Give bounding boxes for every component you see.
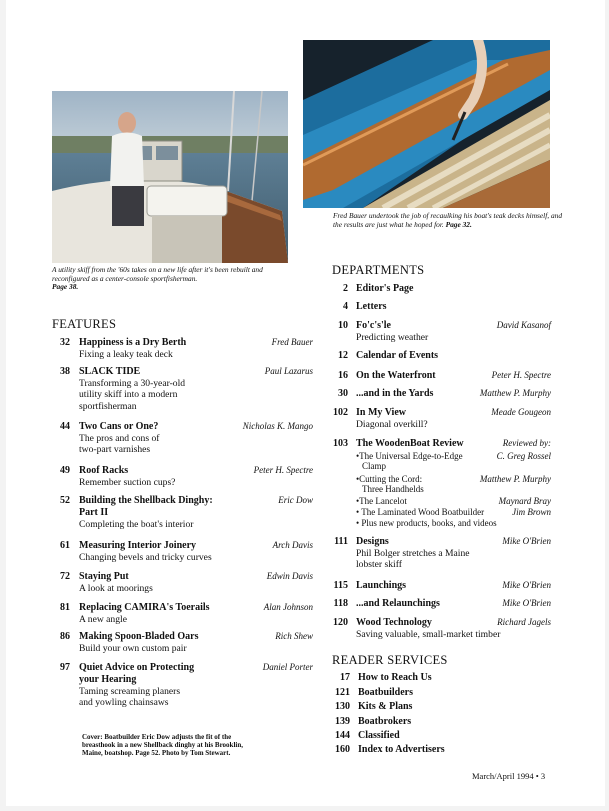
teak-caption-page: Page 32. [445, 219, 472, 229]
feature-page-number: 97 [60, 662, 70, 673]
feature-page-number: 81 [60, 602, 70, 613]
reader-service-title[interactable]: Classified [358, 730, 400, 741]
feature-title[interactable]: SLACK TIDE [79, 366, 141, 377]
department-page-number: 30 [338, 388, 348, 399]
department-entry[interactable] [6, 580, 605, 594]
feature-title-cont[interactable]: your Hearing [79, 674, 137, 685]
department-page-number: 115 [333, 580, 348, 591]
department-page-number: 2 [343, 283, 348, 294]
department-page-number: 12 [338, 350, 348, 361]
reader-service-title[interactable]: Boatbrokers [358, 716, 412, 727]
feature-page-number: 86 [60, 631, 70, 642]
feature-title[interactable]: Building the Shellback Dinghy: [79, 495, 213, 506]
features-heading: FEATURES [52, 317, 117, 331]
department-description: Phil Bolger stretches a Maine [356, 548, 470, 559]
feature-title[interactable]: Quiet Advice on Protecting [79, 662, 195, 673]
feature-author: Peter H. Spectre [253, 465, 313, 475]
review-item-title[interactable]: Clamp [362, 461, 386, 471]
department-description: Diagonal overkill? [356, 419, 428, 430]
reader-service-page-number: 17 [340, 672, 350, 683]
feature-description: Changing bevels and tricky curves [79, 552, 212, 563]
feature-page-number: 38 [60, 366, 70, 377]
department-author: David Kasanof [496, 320, 551, 330]
feature-page-number: 49 [60, 465, 70, 476]
reader-service-title[interactable]: How to Reach Us [358, 672, 432, 683]
department-title[interactable]: ...and Relaunchings [356, 598, 440, 609]
department-author: Mike O'Brien [502, 580, 551, 590]
feature-entry[interactable] [6, 631, 605, 654]
reader-service-title[interactable]: Index to Advertisers [358, 744, 445, 755]
feature-author: Alan Johnson [263, 602, 313, 612]
feature-title[interactable]: Staying Put [79, 571, 129, 582]
department-description: Saving valuable, small-market timber [356, 629, 501, 640]
feature-page-number: 61 [60, 540, 70, 551]
review-item[interactable] [6, 518, 605, 532]
department-title[interactable]: Launchings [356, 580, 407, 591]
review-item-title[interactable]: • Plus new products, books, and videos [356, 518, 497, 528]
feature-description: The pros and cons of [79, 433, 160, 444]
feature-description: Completing the boat's interior [79, 519, 194, 530]
feature-page-number: 52 [60, 495, 70, 506]
feature-title[interactable]: Roof Racks [79, 465, 129, 476]
feature-description: A new angle [79, 614, 127, 625]
department-entry[interactable] [6, 301, 605, 315]
feature-description: and yowling chainsaws [79, 697, 169, 709]
review-item-title[interactable]: • The Laminated Wood Boatbuilder [356, 507, 485, 517]
department-page-number: 10 [338, 320, 348, 331]
review-item[interactable] [6, 461, 605, 475]
teak-caption-text: Fred Bauer undertook the job of recaulking his boat's teak decks himself, and the results are just what he hoped for. [333, 211, 563, 229]
department-title[interactable]: Fo'c's'le [356, 320, 391, 331]
feature-author: Edwin Davis [266, 571, 313, 581]
review-item-title[interactable]: •The Universal Edge-to-Edge [356, 451, 463, 461]
department-page-number: 4 [343, 301, 348, 312]
department-author: Reviewed by: [502, 438, 551, 448]
department-author: Matthew P. Murphy [479, 388, 551, 398]
skiff-photo [52, 91, 288, 263]
feature-author: Rich Shew [275, 631, 313, 641]
department-page-number: 120 [333, 617, 348, 628]
review-item-author: Maynard Bray [498, 496, 551, 506]
reader-service-entry[interactable] [6, 701, 605, 715]
department-title[interactable]: ...and in the Yards [356, 388, 434, 399]
feature-description: Build your own custom pair [79, 643, 187, 654]
review-item-title[interactable]: •Cutting the Cord: [356, 474, 423, 484]
feature-description: Fixing a leaky teak deck [79, 349, 173, 360]
reader-service-page-number: 121 [335, 687, 350, 698]
reader-service-page-number: 130 [335, 701, 350, 712]
teak-deck-photo-caption [333, 212, 565, 229]
page [6, 0, 605, 806]
reader-service-title[interactable]: Kits & Plans [358, 701, 413, 712]
feature-author: Arch Davis [272, 540, 313, 550]
department-entry[interactable] [6, 598, 605, 612]
department-title[interactable]: Wood Technology [356, 617, 432, 628]
department-entry[interactable] [6, 370, 605, 384]
feature-description: Remember suction cups? [79, 477, 176, 488]
department-title[interactable]: The WoodenBoat Review [356, 438, 464, 449]
feature-description: two-part varnishes [79, 444, 151, 456]
reader-service-page-number: 144 [335, 730, 350, 741]
teak-deck-photo-illustration [303, 40, 550, 208]
skiff-photo-illustration [52, 91, 288, 263]
feature-author: Daniel Porter [262, 662, 313, 672]
department-title[interactable]: On the Waterfront [356, 370, 436, 381]
department-author: Peter H. Spectre [491, 370, 551, 380]
department-title[interactable]: Designs [356, 536, 389, 547]
skiff-caption-page: Page 38. [52, 282, 79, 292]
feature-page-number: 44 [60, 421, 70, 432]
feature-title[interactable]: Making Spoon-Bladed Oars [79, 631, 199, 642]
feature-description: sportfisherman [79, 400, 137, 412]
feature-title-cont[interactable]: Part II [79, 507, 109, 518]
feature-title[interactable]: Replacing CAMIRA's Toerails [79, 602, 210, 613]
department-page-number: 16 [338, 370, 348, 381]
department-page-number: 103 [333, 438, 348, 449]
review-item-author: Jim Brown [512, 507, 551, 517]
departments-heading: DEPARTMENTS [332, 263, 425, 277]
department-author: Mike O'Brien [502, 536, 551, 546]
cover-caption: Cover: Boatbuilder Eric Dow adjusts the fit of the breasthook in a new Shellback dinghy at his Brooklin, Maine, boatshop. Page 52. Photo by Tom Stewart. [82, 733, 243, 757]
feature-description: Taming screaming planers [79, 686, 181, 697]
feature-author: Fred Bauer [271, 337, 313, 347]
feature-author: Paul Lazarus [264, 366, 313, 376]
department-entry[interactable] [6, 350, 605, 364]
skiff-caption-text: A utility skiff from the '60s takes on a new life after it's been rebuilt and reconfigured as a center-console sportfisherman. [52, 265, 263, 283]
reader-service-page-number: 139 [335, 716, 350, 727]
reader-service-entry[interactable] [6, 716, 605, 730]
department-title[interactable]: Calendar of Events [356, 350, 439, 361]
review-item-title[interactable]: •The Lancelot [356, 496, 407, 506]
department-page-number: 118 [333, 598, 348, 609]
department-entry[interactable] [6, 438, 605, 452]
review-item-author: Matthew P. Murphy [479, 474, 551, 484]
department-description: Predicting weather [356, 332, 429, 343]
department-title[interactable]: In My View [356, 407, 406, 418]
reader-service-entry[interactable] [6, 672, 605, 686]
feature-title[interactable]: Two Cans or One? [79, 421, 159, 432]
feature-author: Nicholas K. Mango [242, 421, 313, 431]
department-entry[interactable] [6, 388, 605, 402]
reader-service-title[interactable]: Boatbuilders [358, 687, 414, 698]
reader-service-entry[interactable] [6, 687, 605, 701]
department-entry[interactable] [6, 283, 605, 297]
department-author: Mike O'Brien [502, 598, 551, 608]
reader-service-page-number: 160 [335, 744, 350, 755]
review-item-title[interactable]: Three Handhelds [362, 484, 424, 494]
department-author: Meade Gougeon [491, 407, 551, 417]
review-item-author: C. Greg Rossel [496, 451, 551, 461]
feature-title[interactable]: Measuring Interior Joinery [79, 540, 197, 551]
reader-services-heading: READER SERVICES [332, 653, 448, 667]
teak-deck-photo [303, 40, 550, 208]
department-description: lobster skiff [356, 559, 402, 571]
department-page-number: 102 [333, 407, 348, 418]
department-title[interactable]: Editor's Page [356, 283, 414, 294]
department-page-number: 111 [334, 536, 348, 547]
department-title[interactable]: Letters [356, 301, 387, 312]
folio: March/April 1994 • 3 [472, 771, 546, 781]
feature-author: Eric Dow [278, 495, 313, 505]
feature-title[interactable]: Happiness is a Dry Berth [79, 337, 187, 348]
department-author: Richard Jagels [497, 617, 551, 627]
feature-description: utility skiff into a modern [79, 389, 178, 401]
feature-page-number: 72 [60, 571, 70, 582]
feature-description: A look at moorings [79, 583, 153, 594]
feature-page-number: 32 [60, 337, 70, 348]
feature-description: Transforming a 30-year-old [79, 378, 186, 389]
